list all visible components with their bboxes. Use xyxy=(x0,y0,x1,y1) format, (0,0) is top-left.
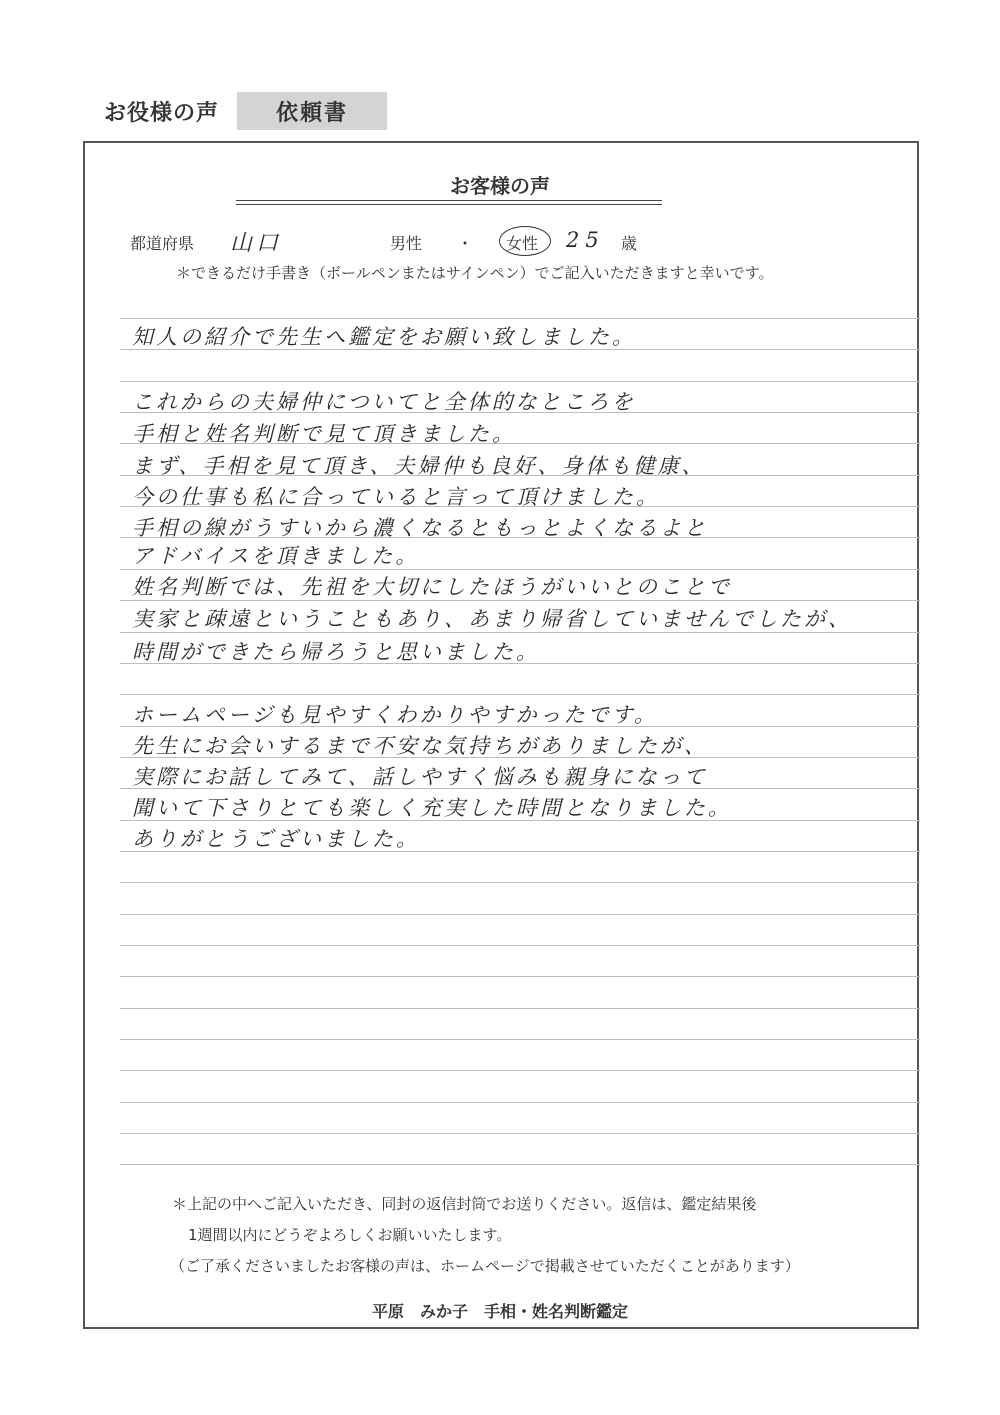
handwritten-line: 時間ができたら帰ろうと思いました。 xyxy=(132,640,540,664)
title-underline xyxy=(236,200,662,201)
voice-tab-label: お役様の声 xyxy=(104,101,220,126)
handwriting-instruction: ＊できるだけ手書き（ボールペンまたはサインペン）でご記入いただきますと幸いです。 xyxy=(176,264,774,282)
ruled-line xyxy=(120,1008,920,1009)
handwritten-line: 聞いて下さりとても楽しく充実した時間となりました。 xyxy=(132,796,732,820)
age-value: 25 xyxy=(566,228,605,252)
gender-separator: ・ xyxy=(457,234,474,253)
ruled-line xyxy=(120,945,920,946)
ruled-line xyxy=(120,318,920,319)
form-title: お客様の声 xyxy=(450,174,550,198)
handwritten-line: 手相の線がうすいから濃くなるともっとよくなるよと xyxy=(132,516,708,540)
handwritten-line: 実際にお話してみて、話しやすく悩みも親身になって xyxy=(132,765,708,789)
ruled-line xyxy=(120,1133,920,1134)
author-signature: 平原 みか子 手相・姓名判断鑑定 xyxy=(371,1302,628,1321)
ruled-line xyxy=(120,1039,920,1040)
handwritten-line: ホームページも見やすくわかりやすかったです。 xyxy=(132,703,658,727)
ruled-line xyxy=(120,914,920,915)
request-tab xyxy=(237,92,387,130)
handwritten-line: これからの夫婦仲についてと全体的なところを xyxy=(132,390,636,414)
male-option-label: 男性 xyxy=(390,234,423,253)
prefecture-label: 都道府県 xyxy=(130,234,195,253)
ruled-line xyxy=(120,1070,920,1071)
ruled-line xyxy=(120,1102,920,1103)
handwritten-line: 今の仕事も私に合っていると言って頂けました。 xyxy=(132,485,660,509)
ruled-line xyxy=(120,976,920,977)
footer-note-2: 1週間以内にどうぞよろしくお願いいたします。 xyxy=(188,1226,512,1244)
handwritten-line: 姓名判断では、先祖を大切にしたほうがいいとのことで xyxy=(132,575,732,599)
handwritten-line: アドバイスを頂きました。 xyxy=(132,544,420,568)
handwritten-line: 実家と疎遠ということもあり、あまり帰省していませんでしたが、 xyxy=(132,607,852,631)
female-option-label: 女性 xyxy=(506,234,539,253)
footer-note-3: （ご了承くださいましたお客様の声は、ホームページで掲載させていただくことがあります） xyxy=(170,1257,800,1275)
age-unit-label: 歳 xyxy=(621,234,638,253)
handwritten-line: 先生にお会いするまで不安な気持ちがありましたが、 xyxy=(132,734,708,758)
title-underline-double xyxy=(236,204,662,205)
ruled-line xyxy=(120,694,920,695)
ruled-line xyxy=(120,1164,920,1165)
handwritten-line: まず、手相を見て頂き、夫婦仲も良好、身体も健康、 xyxy=(132,454,706,478)
ruled-line xyxy=(120,882,920,883)
request-tab-label: 依頼書 xyxy=(275,100,348,126)
handwritten-line: ありがとうございました。 xyxy=(132,827,420,851)
ruled-line xyxy=(120,381,920,382)
prefecture-value: 山口 xyxy=(230,231,283,256)
handwritten-line: 手相と姓名判断で見て頂きました。 xyxy=(132,422,516,446)
footer-note-1: ＊上記の中へご記入いただき、同封の返信封筒でお送りください。返信は、鑑定結果後 xyxy=(172,1195,757,1213)
handwritten-line: 知人の紹介で先生へ鑑定をお願い致しました。 xyxy=(132,325,636,349)
